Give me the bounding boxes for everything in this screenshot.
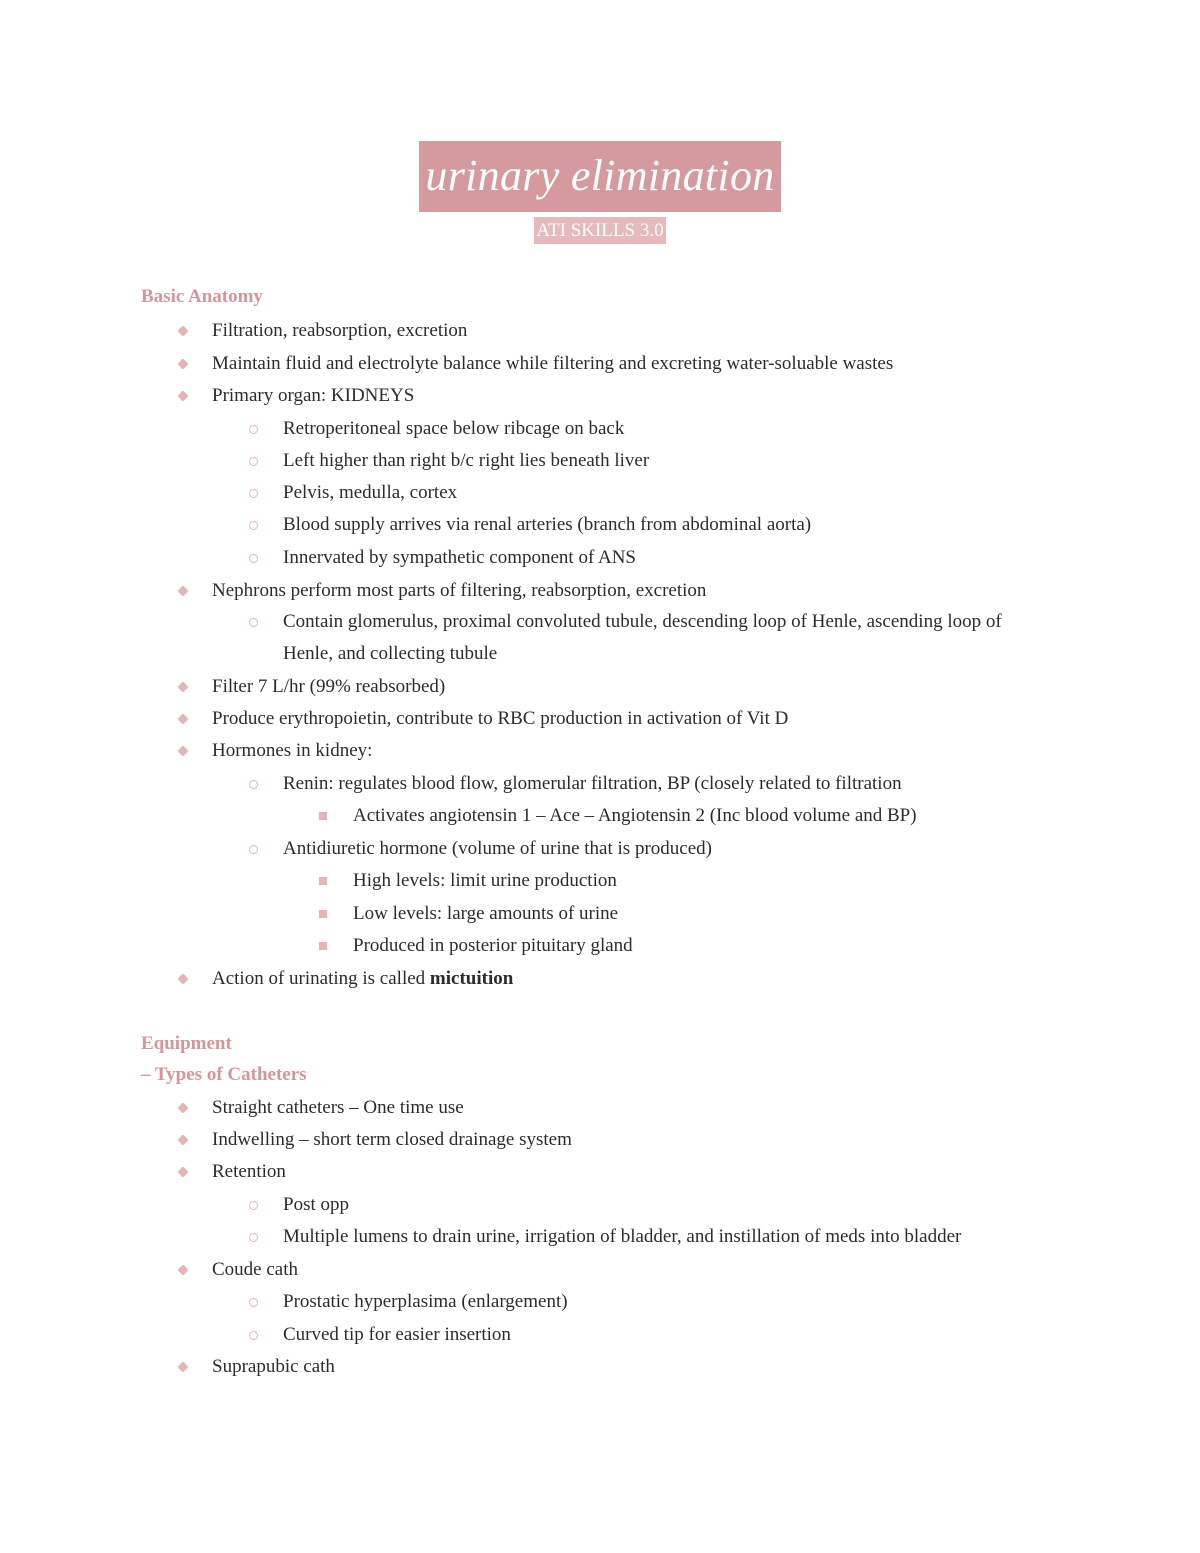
list-item: Produce erythropoietin, contribute to RBC production in activation of Vit D xyxy=(212,708,789,729)
section-heading-basic-anatomy: Basic Anatomy xyxy=(141,286,263,307)
list-item: Left higher than right b/c right lies beneath liver xyxy=(283,450,650,471)
list-item: Filtration, reabsorption, excretion xyxy=(212,320,468,341)
circle-bullet-icon xyxy=(249,1331,258,1340)
square-bullet-icon xyxy=(319,877,327,885)
circle-bullet-icon xyxy=(249,489,258,498)
list-item: Prostatic hyperplasima (enlargement) xyxy=(283,1291,568,1312)
circle-bullet-icon xyxy=(249,780,258,789)
section-heading-equipment: Equipment xyxy=(141,1033,232,1054)
bullet-icon xyxy=(177,973,188,984)
list-item: Blood supply arrives via renal arteries (branch from abdominal aorta) xyxy=(283,514,812,535)
list-item: Contain glomerulus, proximal convoluted tubule, descending loop of Henle, ascending loop of xyxy=(283,611,1002,632)
circle-bullet-icon xyxy=(249,457,258,466)
list-item: Coude cath xyxy=(212,1259,299,1280)
list-item: Produced in posterior pituitary gland xyxy=(353,935,633,956)
list-item: Retroperitoneal space below ribcage on back xyxy=(283,418,625,439)
section-subheading-types-of-catheters: – Types of Catheters xyxy=(141,1064,307,1085)
bullet-icon xyxy=(177,358,188,369)
circle-bullet-icon xyxy=(249,521,258,530)
bullet-icon xyxy=(177,1134,188,1145)
square-bullet-icon xyxy=(319,812,327,820)
circle-bullet-icon xyxy=(249,618,258,627)
square-bullet-icon xyxy=(319,910,327,918)
bullet-icon xyxy=(177,1361,188,1372)
bullet-icon xyxy=(177,585,188,596)
bullet-icon xyxy=(177,681,188,692)
bullet-icon xyxy=(177,1166,188,1177)
document-subtitle: ATI SKILLS 3.0 xyxy=(534,217,665,244)
list-item: Nephrons perform most parts of filtering, reabsorption, excretion xyxy=(212,580,707,601)
circle-bullet-icon xyxy=(249,845,258,854)
list-item xyxy=(212,965,513,993)
bullet-icon xyxy=(177,713,188,724)
list-item: Multiple lumens to drain urine, irrigation of bladder, and instillation of meds into bladder xyxy=(283,1226,962,1247)
bullet-icon xyxy=(177,1102,188,1113)
circle-bullet-icon xyxy=(249,1298,258,1307)
circle-bullet-icon xyxy=(249,1233,258,1242)
circle-bullet-icon xyxy=(249,425,258,434)
list-item: Filter 7 L/hr (99% reabsorbed) xyxy=(212,676,446,697)
list-item: Low levels: large amounts of urine xyxy=(353,903,619,924)
list-item: Activates angiotensin 1 – Ace – Angiotensin 2 (Inc blood volume and BP) xyxy=(353,805,917,826)
list-item: Straight catheters – One time use xyxy=(212,1097,464,1118)
list-item: Retention xyxy=(212,1161,286,1182)
list-item-continuation: Henle, and collecting tubule xyxy=(283,643,498,664)
list-item-text: Action of urinating is called xyxy=(212,968,430,989)
list-item: Suprapubic cath xyxy=(212,1356,335,1377)
bullet-icon xyxy=(177,745,188,756)
list-item: Pelvis, medulla, cortex xyxy=(283,482,458,503)
bullet-icon xyxy=(177,325,188,336)
list-item: Renin: regulates blood flow, glomerular filtration, BP (closely related to filtration xyxy=(283,773,902,794)
list-item: Maintain fluid and electrolyte balance while filtering and excreting water-soluable wastes xyxy=(212,353,894,374)
document-title: urinary elimination xyxy=(419,141,780,212)
square-bullet-icon xyxy=(319,942,327,950)
list-item: Hormones in kidney: xyxy=(212,740,373,761)
list-item: Post opp xyxy=(283,1194,349,1215)
list-item: Primary organ: KIDNEYS xyxy=(212,385,415,406)
list-item: Curved tip for easier insertion xyxy=(283,1324,511,1345)
bullet-icon xyxy=(177,1264,188,1275)
list-item: High levels: limit urine production xyxy=(353,870,617,891)
circle-bullet-icon xyxy=(249,554,258,563)
list-item: Innervated by sympathetic component of ANS xyxy=(283,547,637,568)
circle-bullet-icon xyxy=(249,1201,258,1210)
list-item: Antidiuretic hormone (volume of urine that is produced) xyxy=(283,838,712,859)
title-block xyxy=(0,141,1200,212)
list-item: Indwelling – short term closed drainage system xyxy=(212,1129,572,1150)
subtitle-block xyxy=(0,217,1200,244)
bold-term: mictuition xyxy=(429,968,514,989)
bullet-icon xyxy=(177,390,188,401)
